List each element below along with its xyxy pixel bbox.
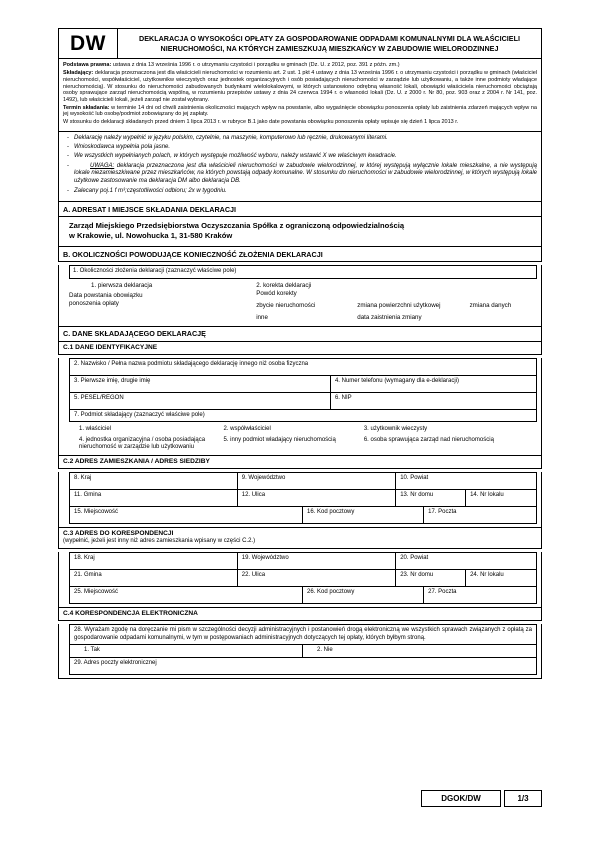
b-opt-first-declaration[interactable]: 1. pierwsza deklaracja bbox=[91, 281, 153, 289]
section-c3-body bbox=[58, 552, 542, 608]
section-c1-body bbox=[58, 358, 542, 456]
field-14-flat-no[interactable]: 14. Nr lokalu bbox=[470, 492, 504, 499]
field-29-email[interactable]: 29. Adres poczty elektronicznej bbox=[74, 659, 157, 666]
field-26-postcode[interactable]: 26. Kod pocztowy bbox=[303, 587, 424, 603]
field-28-no[interactable]: 2. Nie bbox=[317, 647, 333, 653]
field-10-county[interactable]: 10. Powiat bbox=[400, 475, 429, 482]
section-c3-subtitle: (wypełnić, jeżeli jest inny niż adres zamieszkania wpisany w części C.2.) bbox=[63, 538, 256, 545]
addressee-line-1: Zarząd Miejskiego Przedsiębiorstwa Oczyszczania Spółka z ograniczoną odpowiedzialnością bbox=[69, 221, 405, 231]
uwaga-label: UWAGA: bbox=[90, 162, 115, 169]
footer-form-code: DGOK/DW bbox=[421, 790, 501, 807]
field-3-firstname[interactable]: 3. Pierwsze imię, drugie imię bbox=[70, 376, 331, 392]
b-opt-correction[interactable]: 2. korekta deklaracji bbox=[256, 281, 312, 289]
c2-fields bbox=[69, 472, 537, 524]
section-b-title: B. OKOLICZNOŚCI POWODUJĄCE KONIECZNOŚĆ ZŁOŻENIA DEKLARACJI bbox=[58, 247, 542, 262]
field-8-country[interactable]: 8. Kraj bbox=[70, 473, 238, 489]
field-2-surname[interactable]: 2. Nazwisko / Pełna nazwa podmiotu składającego deklarację innego niż osoba fizyczna bbox=[74, 360, 309, 367]
b-reason-area-change[interactable]: zmiana powierzchni użytkowej bbox=[357, 302, 441, 310]
field-20-county[interactable]: 20. Powiat bbox=[400, 554, 429, 561]
section-c2-body bbox=[58, 472, 542, 528]
b-reason-sale[interactable]: zbycie nieruchomości bbox=[256, 302, 316, 310]
c4-fields bbox=[69, 624, 537, 675]
deadline-label: Termin składania: bbox=[63, 104, 110, 111]
b-obligation-date-line2: ponoszenia opłaty bbox=[69, 300, 119, 308]
entity-opt-perpetual-user[interactable]: 3. użytkownik wieczysty bbox=[363, 426, 428, 433]
field-11-commune[interactable]: 11. Gmina bbox=[70, 490, 238, 506]
section-c3-title bbox=[58, 528, 542, 549]
c1-fields bbox=[69, 358, 537, 423]
field-16-postcode[interactable]: 16. Kod pocztowy bbox=[303, 507, 424, 523]
form-header bbox=[58, 28, 542, 59]
section-c3-heading: C.3 ADRES DO KORESPONDENCJI bbox=[63, 530, 174, 538]
field-19-voivodeship[interactable]: 19. Województwo bbox=[238, 553, 396, 569]
field-12-street[interactable]: 12. Ulica bbox=[238, 490, 396, 506]
b-first-declaration-col bbox=[69, 282, 256, 322]
section-a-title: A. ADRESAT I MIEJSCE SKŁADANIA DEKLARACJI bbox=[58, 202, 542, 217]
entity-opt-manager[interactable]: 6. osoba sprawująca zarząd nad nieruchomością bbox=[363, 436, 494, 443]
field-9-voivodeship[interactable]: 9. Województwo bbox=[238, 473, 396, 489]
section-c2-title: C.2 ADRES ZAMIESZKANIA / ADRES SIEDZIBY bbox=[58, 456, 542, 469]
instruction-3: We wszystkich wypełnianych polach, w których występuje możliwość wyboru, należy wstawić X we właściwym kwadracie. bbox=[74, 153, 397, 160]
field-18-country[interactable]: 18. Kraj bbox=[70, 553, 238, 569]
field-4-phone[interactable]: 4. Numer telefonu (wymagany dla e-deklaracji) bbox=[334, 377, 460, 384]
field-7-entity-label: 7. Podmiot składający (zaznaczyć właściwe pole) bbox=[74, 411, 205, 418]
footer-page-number: 1/3 bbox=[504, 790, 542, 807]
recommendation-note: Zalecany poj.1 f m³;częstotliwości odbioru; 2x w tygodniu. bbox=[74, 188, 227, 195]
instruction-2: Wnioskodawca wypełnia pola jasne. bbox=[74, 144, 171, 151]
instructions-block bbox=[58, 132, 542, 203]
b-reason-data-change[interactable]: zmiana danych bbox=[469, 302, 512, 310]
submitters-label: Składający: bbox=[63, 70, 94, 77]
field-23-house-no[interactable]: 23. Nr domu bbox=[396, 570, 466, 586]
field-17-post-office[interactable]: 17. Poczta bbox=[428, 509, 457, 516]
section-c-title: C. DANE SKŁADAJĄCEGO DEKLARACJĘ bbox=[58, 327, 542, 342]
form-title: DEKLARACJA O WYSOKOŚCI OPŁATY ZA GOSPODAROWANIE ODPADAMI KOMUNALNYMI DLA WŁAŚCICIELI NIERUCHOMOŚCI, NA KTÓRYCH ZAMIESZKUJĄ MIESZKAŃCY W ZABUDOWIE WIELORODZINNEJ bbox=[139, 34, 520, 53]
section-c4-body bbox=[58, 624, 542, 679]
b-reason-other[interactable]: inne bbox=[256, 313, 268, 321]
section-c1-title: C.1 DANE IDENTYFIKACYJNE bbox=[58, 342, 542, 355]
entity-opt-org-unit[interactable]: 4. jednostka organizacyjna / osoba posiadająca nieruchomość w zarządzie lub użytkowaniu bbox=[79, 436, 206, 451]
form-code: DW bbox=[59, 29, 118, 58]
b-item-1-box bbox=[69, 265, 537, 279]
field-24-flat-no[interactable]: 24. Nr lokalu bbox=[470, 571, 504, 578]
entity-opt-other-holder[interactable]: 5. inny podmiot władający nieruchomością bbox=[223, 436, 336, 443]
section-b-body bbox=[58, 265, 542, 327]
field-25-city[interactable]: 25. Miejscowość bbox=[70, 587, 303, 603]
legal-basis-text: ustawa z dnia 13 września 1996 r. o utrzymaniu czystości i porządku w gminach (Dz. U. z 2012, poz. 391 z późn. zm.) bbox=[111, 62, 400, 69]
entity-opt-coowner[interactable]: 2. współwłaściciel bbox=[223, 426, 271, 433]
deadline-text: w terminie 14 dni od chwili zaistnienia okoliczności mających wpływ na powstanie, albo wygaśnięcie obowiązku ponoszenia opłaty lub zaistnienia zdarzeń mających wpływ na jej wysokość lub osobę/podmiot zobowiązany do jej zapłaty. bbox=[63, 104, 537, 118]
b-correction-reason-label: Powód korekty bbox=[256, 290, 297, 298]
c3-fields bbox=[69, 552, 537, 604]
legal-basis-label: Podstawa prawna: bbox=[63, 62, 112, 69]
addressee-line-2: w Krakowie, ul. Nowohucka 1, 31-580 Kraków bbox=[69, 231, 233, 241]
submitters-text: deklaracja przeznaczona jest dla właścicieli nieruchomości w rozumieniu art. 2 ust. 1 pkt 4 ustawy z dnia 13 września 1996 r. o utrzymaniu czystości i porządku w gminach (właściciel nieruchomości, współwłaściciel, użytkownikw wieczystych oraz jednostek organizacyjnych i osób posiadających nieruchomości w zarządzie lub użytkowaniu, a także inne podmioty władające nieruchomością). W stosunku do nieruchomości zabudowanych budynkami wielolokalowymi, w których ustanowiono odrębną własność lokali, obowiązki właściciela nieruchomości obciążają osoby sprawujące zarząd nieruchomością wspólną, w rozumieniu przepisów ustawy z dnia 24 czerwca 1994 r. o własności lokali (Dz. U. z 2000 r. Nr 80, poz. 903 oraz z 2004 r. Nr 141, poz. 1492), lub właścicieli lokali, jeżeli zarząd nie został wybrany. bbox=[63, 70, 537, 103]
b-options-row bbox=[59, 282, 541, 326]
field-5-pesel-regon[interactable]: 5. PESEL/REGON bbox=[70, 393, 331, 409]
entity-opt-owner[interactable]: 1. właściciel bbox=[79, 426, 112, 433]
field-28-consent: 28. Wyrażam zgodę na doręczanie mi pism w szczególności decyzji administracyjnych i postanowień drogą elektroniczną we wszystkich sprawach związanych z opłatą za gospodarowanie odpadami komunalnymi, w tym w postępowaniach administracyjnych dotyczących tej opłaty, których byłbym stroną. bbox=[74, 627, 532, 641]
section-c4-title: C.4 KORESPONDENCJA ELEKTRONICZNA bbox=[58, 608, 542, 621]
field-15-city[interactable]: 15. Miejscowość bbox=[70, 507, 303, 523]
section-a-address bbox=[58, 217, 542, 247]
field-21-commune[interactable]: 21. Gmina bbox=[70, 570, 238, 586]
page-footer bbox=[58, 790, 542, 807]
field-27-post-office[interactable]: 27. Poczta bbox=[428, 588, 457, 595]
deadline-text-2: W stosunku do deklaracji składanych przed dniem 1 lipca 2013 r. w rubryce B.1 jako date powstania obowiązku ponoszenia opłaty wpisuje się dzień 1 lipca 2013 r. bbox=[63, 119, 459, 126]
form-sheet bbox=[58, 28, 542, 679]
b-correction-col bbox=[256, 282, 537, 322]
field-28-yes[interactable]: 1. Tak bbox=[70, 645, 303, 657]
field-7-options bbox=[59, 422, 541, 455]
field-6-nip[interactable]: 6. NIP bbox=[334, 394, 352, 401]
field-13-house-no[interactable]: 13. Nr domu bbox=[396, 490, 466, 506]
b-item-1-label: 1. Okoliczności złożenia deklaracji (zaznaczyć właściwe pole) bbox=[73, 268, 237, 275]
field-22-street[interactable]: 22. Ulica bbox=[238, 570, 396, 586]
legal-basis-block bbox=[58, 59, 542, 131]
b-obligation-date-line1: Data powstania obowiązku bbox=[69, 292, 143, 300]
uwaga-text: deklaracja przeznaczona jest dla właścicieli nieruchomości w zabudowie wielorodzinnej, w której występują wyłącznie lokale mieszkalne, a nie występują lokale niezamieszkiwane przez mieszkańców, na których powstają odpady komunalne. W stosunku do nieruchomości w zabudowie wielorodzinnej, w których występują lokale użytkowe zastosowanie ma deklaracja DM albo deklaracja DB. bbox=[74, 162, 537, 185]
instruction-1: Deklarację należy wypełnić w języku polskim, czytelnie, na maszynie, komputerowo lub ręcznie, drukowanymi literami. bbox=[74, 134, 388, 141]
b-change-date-label: data zaistnienia zmiany bbox=[357, 313, 422, 321]
